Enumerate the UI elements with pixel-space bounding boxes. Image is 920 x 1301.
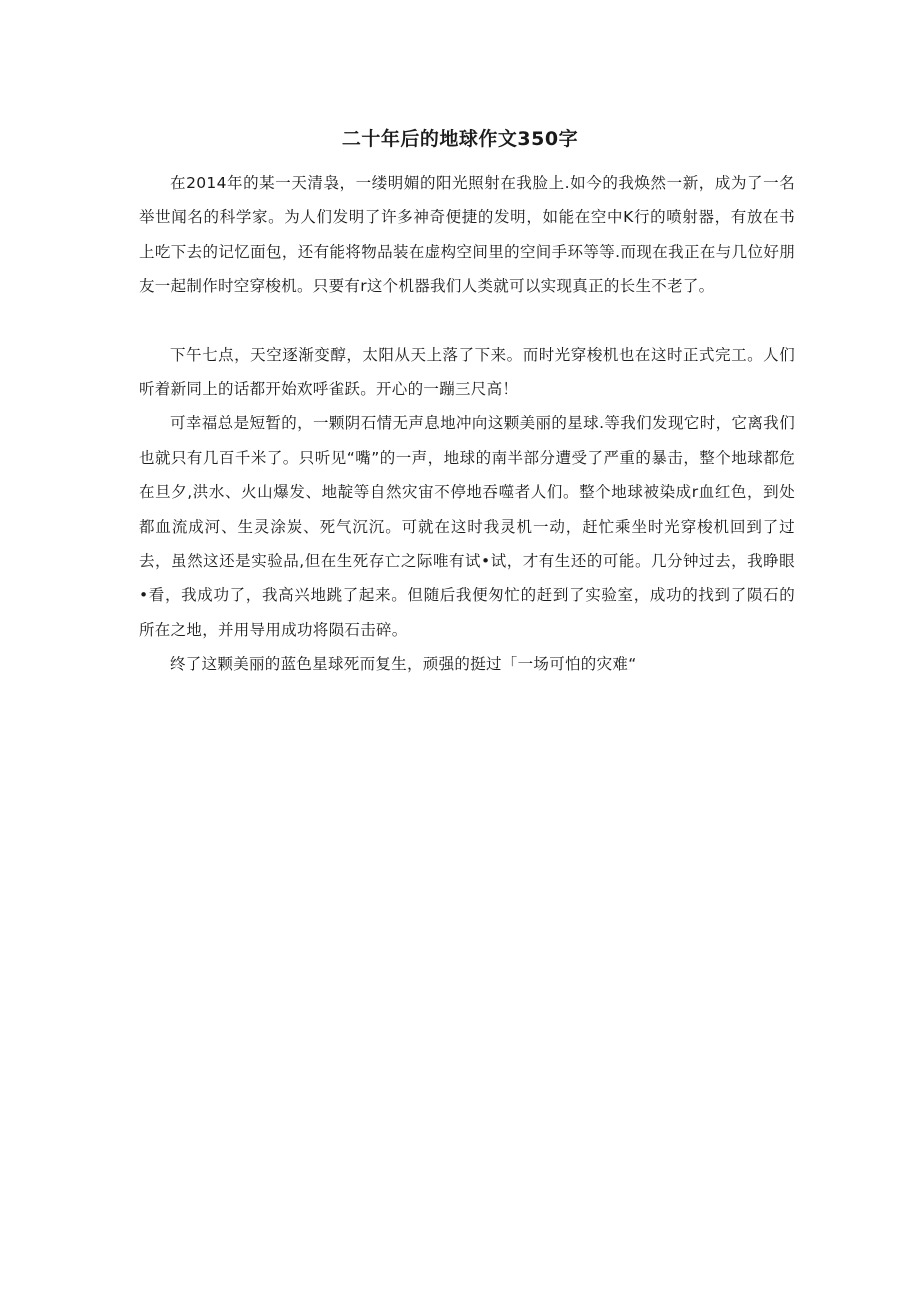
paragraph-gap [139, 304, 795, 338]
paragraph-2: 下午七点，天空逐渐变醇，太阳从天上落了下来。而时光穿梭机也在这时正式完工。人们听着新同上的话都开始欢呼雀跃。开心的一蹦三尺高！ [139, 345, 795, 399]
paragraph-1: 在2014年的某一天清袅，一缕明媚的阳光照射在我脸上.如今的我焕然一新，成为了一名举世闻名的科学家。为人们发明了许多神奇便捷的发明，如能在空中K行的喷射器，有放在书上吃下去的记忆面包，还有能将物品装在虚构空间里的空间手环等等.而现在我正在与几位好朋友一起制作时空穿梭机。只要有r这个机器我们人类就可以实现真正的长生不老了。 [139, 174, 795, 296]
paragraph-4: 终了这颗美丽的蓝色星球死而复生，顽强的挺过「一场可怕的灾难“ [170, 655, 637, 674]
document-body [139, 166, 795, 682]
document-title: 二十年后的地球作文350字 [341, 128, 579, 150]
paragraph-3: 可幸福总是短暂的，一颗阴石情无声息地冲向这颗美丽的星球.等我们发现它时，它离我们也就只有几百千米了。只听见“嘴”的一声，地球的南半部分遭受了严重的暴击，整个地球都危在旦夕,洪水、火山爆发、地靛等自然灾宙不停地吞噬者人们。整个地球被染成r血红色，到处都血流成河、生灵涂炭、死气沉沉。可就在这时我灵机一动，赶忙乘坐时光穿梭机回到了过去，虽然这还是实验品,但在生死存亡之际唯有试•试，才有生还的可能。几分钟过去，我睁眼•看，我成功了，我高兴地跳了起来。但随后我便匆忙的赶到了实验室，成功的找到了陨石的所在之地，并用导用成功将陨石击碎。 [139, 414, 795, 639]
